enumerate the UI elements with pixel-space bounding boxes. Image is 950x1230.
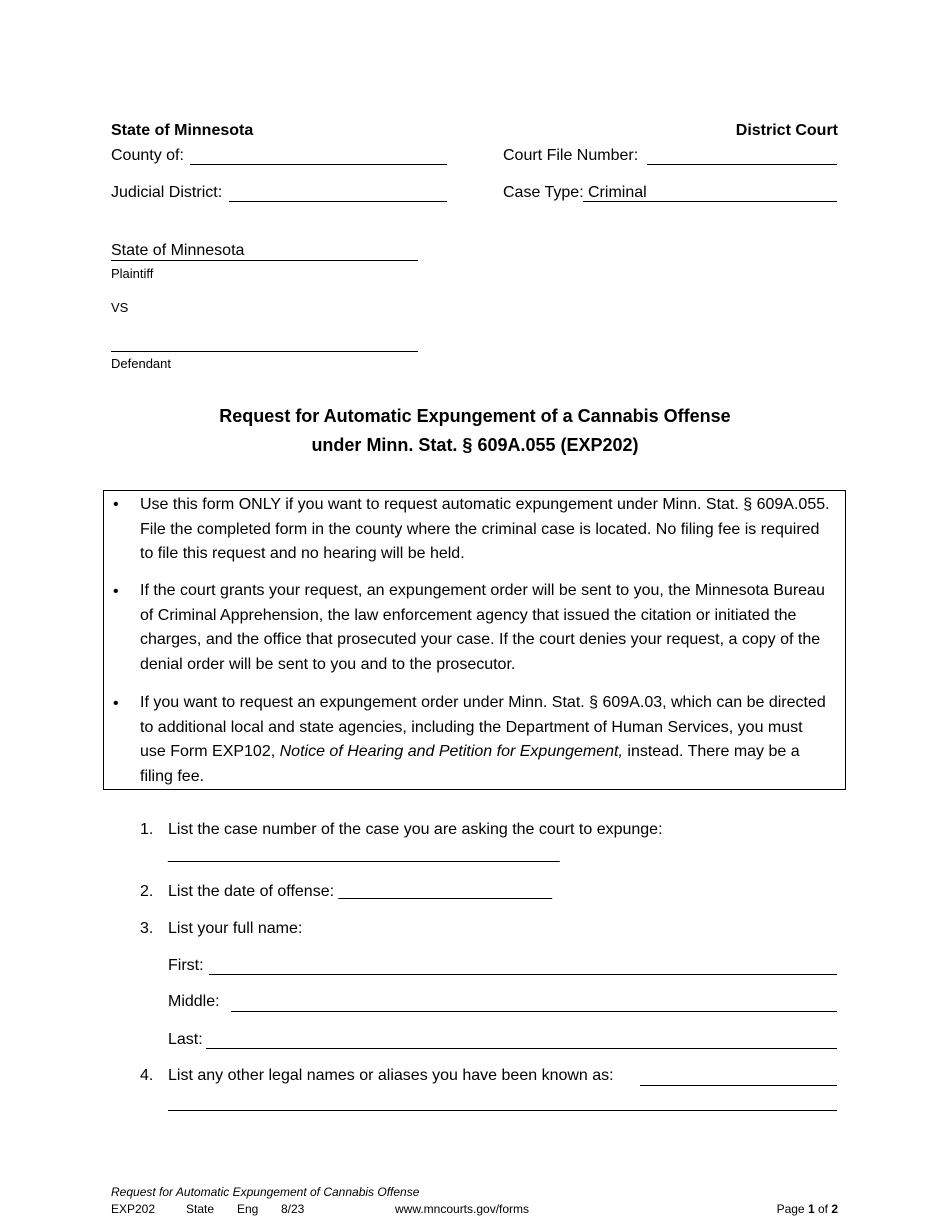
bullet-1: • [113,496,119,513]
footer-date: 8/23 [281,1202,305,1216]
footer-language: Eng [237,1202,259,1216]
q1-text: List the case number of the case you are asking the court to expunge: [168,821,663,838]
judicial-district-field[interactable] [229,201,447,202]
instruction-3 [140,691,830,789]
page-total: 2 [831,1202,838,1216]
form-title-line2: under Minn. Stat. § 609A.055 (EXP202) [311,435,639,455]
county-label: County of: [111,147,184,164]
plaintiff-line [111,260,418,261]
q2-number: 2. [140,883,154,900]
plaintiff-name: State of Minnesota [111,242,245,259]
bullet-2: • [113,583,119,600]
court-heading: District Court [735,122,838,139]
instructions-box [103,490,846,790]
vs-label: VS [111,300,129,315]
instruction-3-end: instead. There may be a filing fee. [140,743,800,785]
instruction-2: If the court grants your request, an expungement order will be sent to you, the Minnesota Bureau of Criminal Apprehension, the law enforcement agency that issued the citation or initiated the charges, and the office that prosecuted your case. If the court denies your request, a copy of the denial order will be sent to you and to the prosecutor. [140,582,825,673]
page-current: 1 [807,1202,815,1216]
form-title-line1: Request for Automatic Expungement of a Cannabis Offense [219,406,731,426]
q4-text: List any other legal names or aliases you have been known as: [168,1067,614,1084]
page-mid: of [814,1202,832,1216]
footer-scope: State [186,1202,215,1216]
footer-code: EXP202 [111,1202,156,1216]
court-file-field[interactable] [647,164,837,165]
footer-page-number [777,1202,838,1216]
page-prefix: Page [776,1202,808,1216]
q3-number: 3. [140,920,154,937]
aliases-field-line2[interactable] [168,1110,837,1111]
last-name-field[interactable] [206,1048,837,1049]
q1-number: 1. [140,821,154,838]
aliases-field[interactable] [640,1085,837,1086]
first-name-label: First: [168,957,204,974]
q1-blank[interactable]: ____________________________________________ [168,846,560,863]
footer-url[interactable]: www.mncourts.gov/forms [395,1202,530,1216]
q2-text[interactable]: List the date of offense: ________________________ [168,883,553,900]
case-type-value: Criminal [588,184,647,201]
judicial-district-label: Judicial District: [111,184,223,201]
defendant-label: Defendant [111,356,171,371]
first-name-field[interactable] [209,974,837,975]
middle-name-field[interactable] [231,1011,837,1012]
court-file-label: Court File Number: [503,147,639,164]
last-name-label: Last: [168,1031,203,1048]
footer-form-title: Request for Automatic Expungement of Cannabis Offense [111,1185,420,1199]
q4-number: 4. [140,1067,154,1084]
middle-name-label: Middle: [168,993,220,1010]
q3-text: List your full name: [168,920,303,937]
case-type-label: Case Type: [503,184,584,201]
bullet-3: • [113,695,119,712]
instruction-3-text: If you want to request an expungement order under Minn. Stat. § 609A.03, which can be directed to additional local and state agencies, including the Department of Human Services, you must use Form EXP102, [140,694,826,760]
state-heading: State of Minnesota [111,122,254,139]
county-field[interactable] [190,164,447,165]
plaintiff-label: Plaintiff [111,266,154,281]
case-type-field[interactable] [583,201,837,202]
instruction-3-form-name: Notice of Hearing and Petition for Expungement, [279,743,623,760]
instruction-1: Use this form ONLY if you want to request automatic expungement under Minn. Stat. § 609A.055. File the completed form in the county where the criminal case is located. No filing fee is required to file this request and no hearing will be held. [140,496,830,562]
defendant-field[interactable] [111,351,418,352]
